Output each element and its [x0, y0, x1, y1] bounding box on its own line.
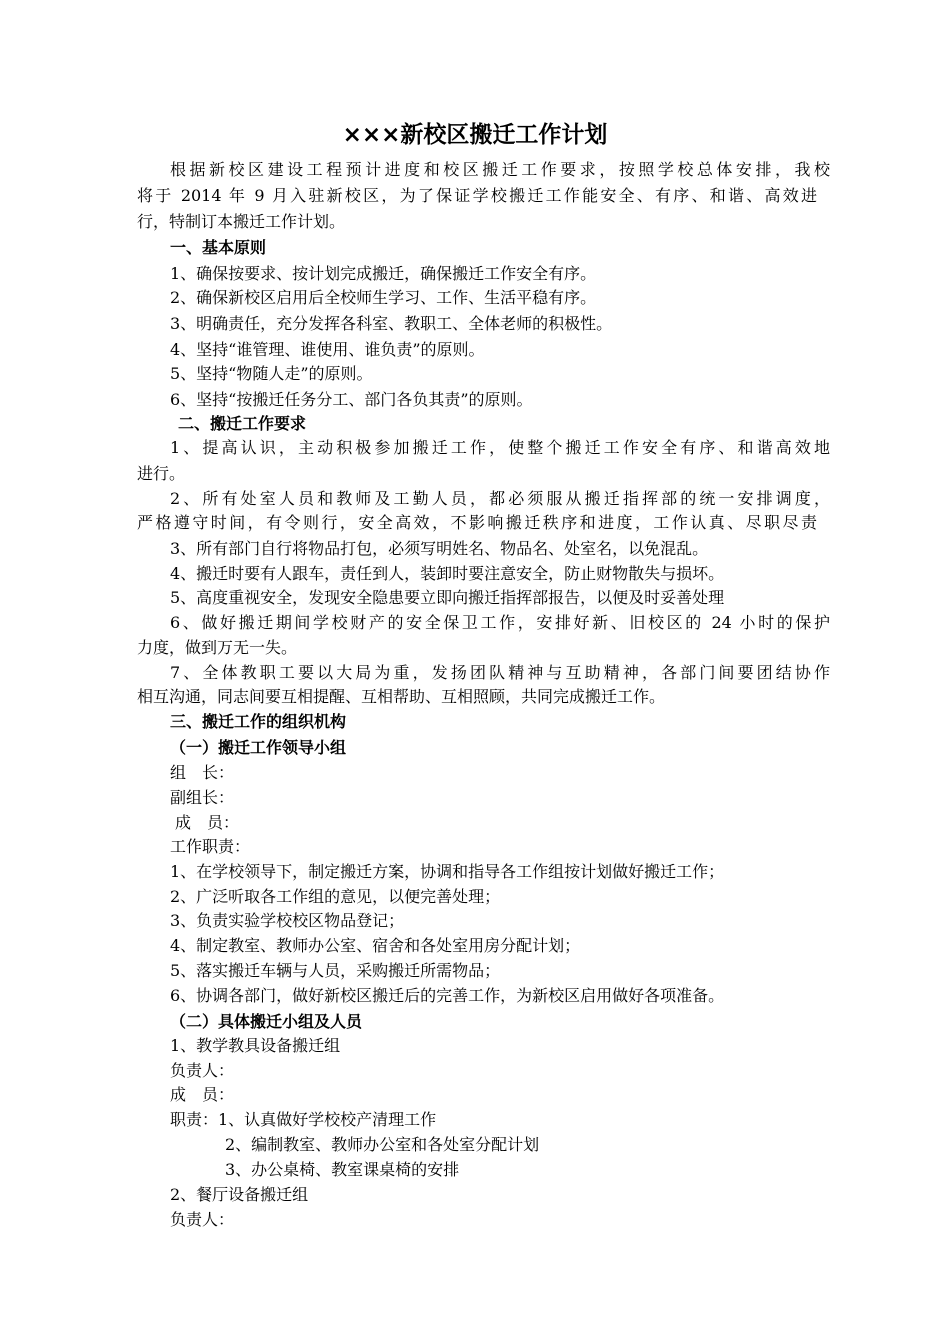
- requirement-2-line-1: 2、所有处室人员和教师及工勤人员，都必须服从搬迁指挥部的统一安排调度，: [170, 489, 830, 508]
- document-title: ×××新校区搬迁工作计划: [342, 122, 608, 148]
- principle-5: 5、坚持“物随人走”的原则。: [170, 364, 373, 383]
- group-1-duty-1: 职责：1、认真做好学校校产清理工作: [170, 1110, 437, 1129]
- requirement-6-line-2: 力度，做到万无一失。: [137, 638, 298, 657]
- section-heading-1: 一、基本原则: [170, 238, 267, 257]
- requirement-1-line-1: 1、提高认识，主动积极参加搬迁工作，使整个搬迁工作安全有序、和谐高效地: [170, 438, 830, 457]
- group-1-members: 成 员：: [170, 1085, 235, 1104]
- requirement-4: 4、搬迁时要有人跟车，责任到人，装卸时要注意安全，防止财物散失与损坏。: [170, 564, 725, 583]
- requirement-1-line-2: 进行。: [137, 464, 186, 483]
- leader-label: 组 长：: [170, 763, 235, 782]
- subsection-heading-2: （二）具体搬迁小组及人员: [170, 1012, 363, 1031]
- requirement-3: 3、所有部门自行将物品打包，必须写明姓名、物品名、处室名，以免混乱。: [170, 539, 709, 558]
- requirement-2-line-2: 严格遵守时间，有令则行，安全高效，不影响搬迁秩序和进度，工作认真、尽职尽责: [137, 513, 817, 532]
- section-heading-2: 二、搬迁工作要求: [178, 414, 307, 433]
- group-1-leader: 负责人：: [170, 1061, 235, 1080]
- duty-3: 3、负责实验学校校区物品登记；: [170, 911, 405, 930]
- intro-line-3: 行，特制订本搬迁工作计划。: [137, 212, 346, 231]
- duty-6: 6、协调各部门，做好新校区搬迁后的完善工作，为新校区启用做好各项准备。: [170, 986, 725, 1005]
- group-2-title: 2、餐厅设备搬迁组: [170, 1185, 309, 1204]
- principle-1: 1、确保按要求、按计划完成搬迁，确保搬迁工作安全有序。: [170, 264, 597, 283]
- requirement-5: 5、高度重视安全，发现安全隐患要立即向搬迁指挥部报告，以便及时妥善处理: [170, 588, 725, 607]
- subsection-heading-1: （一）搬迁工作领导小组: [170, 738, 347, 757]
- requirement-7-line-2: 相互沟通，同志间要互相提醒、互相帮助、互相照顾，共同完成搬迁工作。: [137, 687, 666, 706]
- group-1-duty-3: 3、办公桌椅、教室课桌椅的安排: [225, 1160, 460, 1179]
- principle-6: 6、坚持“按搬迁任务分工、部门各负其责”的原则。: [170, 390, 533, 409]
- duty-4: 4、制定教室、教师办公室、宿舍和各处室用房分配计划；: [170, 936, 581, 955]
- intro-line-2: 将于 2014 年 9 月入驻新校区，为了保证学校搬迁工作能安全、有序、和谐、高效进: [137, 186, 817, 205]
- duty-1: 1、在学校领导下，制定搬迁方案，协调和指导各工作组按计划做好搬迁工作；: [170, 862, 725, 881]
- group-1-title: 1、教学教具设备搬迁组: [170, 1036, 341, 1055]
- intro-line-1: 根据新校区建设工程预计进度和校区搬迁工作要求，按照学校总体安排，我校: [170, 160, 830, 179]
- requirement-6-line-1: 6、做好搬迁期间学校财产的安全保卫工作，安排好新、旧校区的 24 小时的保护: [170, 613, 830, 632]
- requirement-7-line-1: 7、全体教职工要以大局为重，发扬团队精神与互助精神，各部门间要团结协作: [170, 663, 830, 682]
- principle-3: 3、明确责任，充分发挥各科室、教职工、全体老师的积极性。: [170, 314, 613, 333]
- duty-2: 2、广泛听取各工作组的意见，以便完善处理；: [170, 887, 501, 906]
- deputy-leader-label: 副组长：: [170, 788, 235, 807]
- principle-2: 2、确保新校区启用后全校师生学习、工作、生活平稳有序。: [170, 288, 597, 307]
- principle-4: 4、坚持“谁管理、谁使用、谁负责”的原则。: [170, 340, 485, 359]
- group-2-leader: 负责人：: [170, 1210, 235, 1229]
- duties-label: 工作职责：: [170, 837, 251, 856]
- section-heading-3: 三、搬迁工作的组织机构: [170, 712, 347, 731]
- group-1-duty-2: 2、编制教室、教师办公室和各处室分配计划: [225, 1135, 540, 1154]
- duty-5: 5、落实搬迁车辆与人员，采购搬迁所需物品；: [170, 961, 501, 980]
- members-label: 成 员：: [175, 813, 240, 832]
